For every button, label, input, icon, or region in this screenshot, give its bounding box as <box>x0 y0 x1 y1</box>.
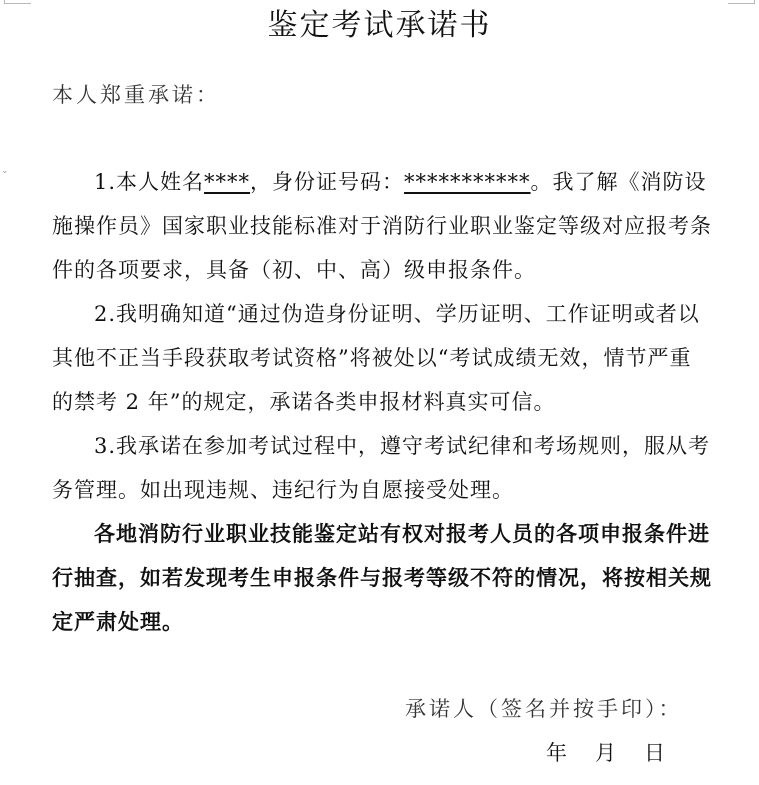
paragraph-4-bold-notice: 各地消防行业职业技能鉴定站有权对报考人员的各项申报条件进行抽查，如若发现考生申报条件与报考等级不符的情况，将按相关规定严肃处理。 <box>52 521 712 634</box>
name-field-value: **** <box>204 170 251 194</box>
document-body <box>52 160 712 644</box>
date-year-label: 年 <box>546 741 567 765</box>
date-month-label: 月 <box>595 741 616 765</box>
paragraph-1-prefix: 1.本人姓名 <box>94 170 205 194</box>
paragraph-1-middle: ，身份证号码： <box>250 170 405 194</box>
salutation: 本人郑重承诺： <box>52 83 220 107</box>
paragraph-1-suffix: 。我了解《消防设施操作员》国家职业技能标准对于消防行业职业鉴定等级对应报考条件的各项要求，具备（初、中、高）级申报条件。 <box>52 170 712 282</box>
margin-marker-icon: ⌄ <box>1 166 9 176</box>
date-day-label: 日 <box>644 741 665 765</box>
id-number-field-value: *********** <box>404 170 531 194</box>
page-corner-mark-right <box>728 0 755 4</box>
paragraph-3: 3.我承诺在参加考试过程中，遵守考试纪律和考场规则，服从考务管理。如出现违规、违纪行为自愿接受处理。 <box>52 434 711 502</box>
date-line <box>546 738 665 768</box>
paragraph-1 <box>52 160 712 292</box>
document-title: 鉴定考试承诺书 <box>267 8 492 43</box>
paragraph-2: 2.我明确知道“通过伪造身份证明、学历证明、工作证明或者以其他不正当手段获取考试资格”将被处以“考试成绩无效，情节严重的禁考 2 年”的规定，承诺各类申报材料真实可信。 <box>52 302 700 414</box>
page-corner-mark-left <box>4 0 31 4</box>
signature-line: 承诺人（签名并按手印）： <box>405 697 683 721</box>
